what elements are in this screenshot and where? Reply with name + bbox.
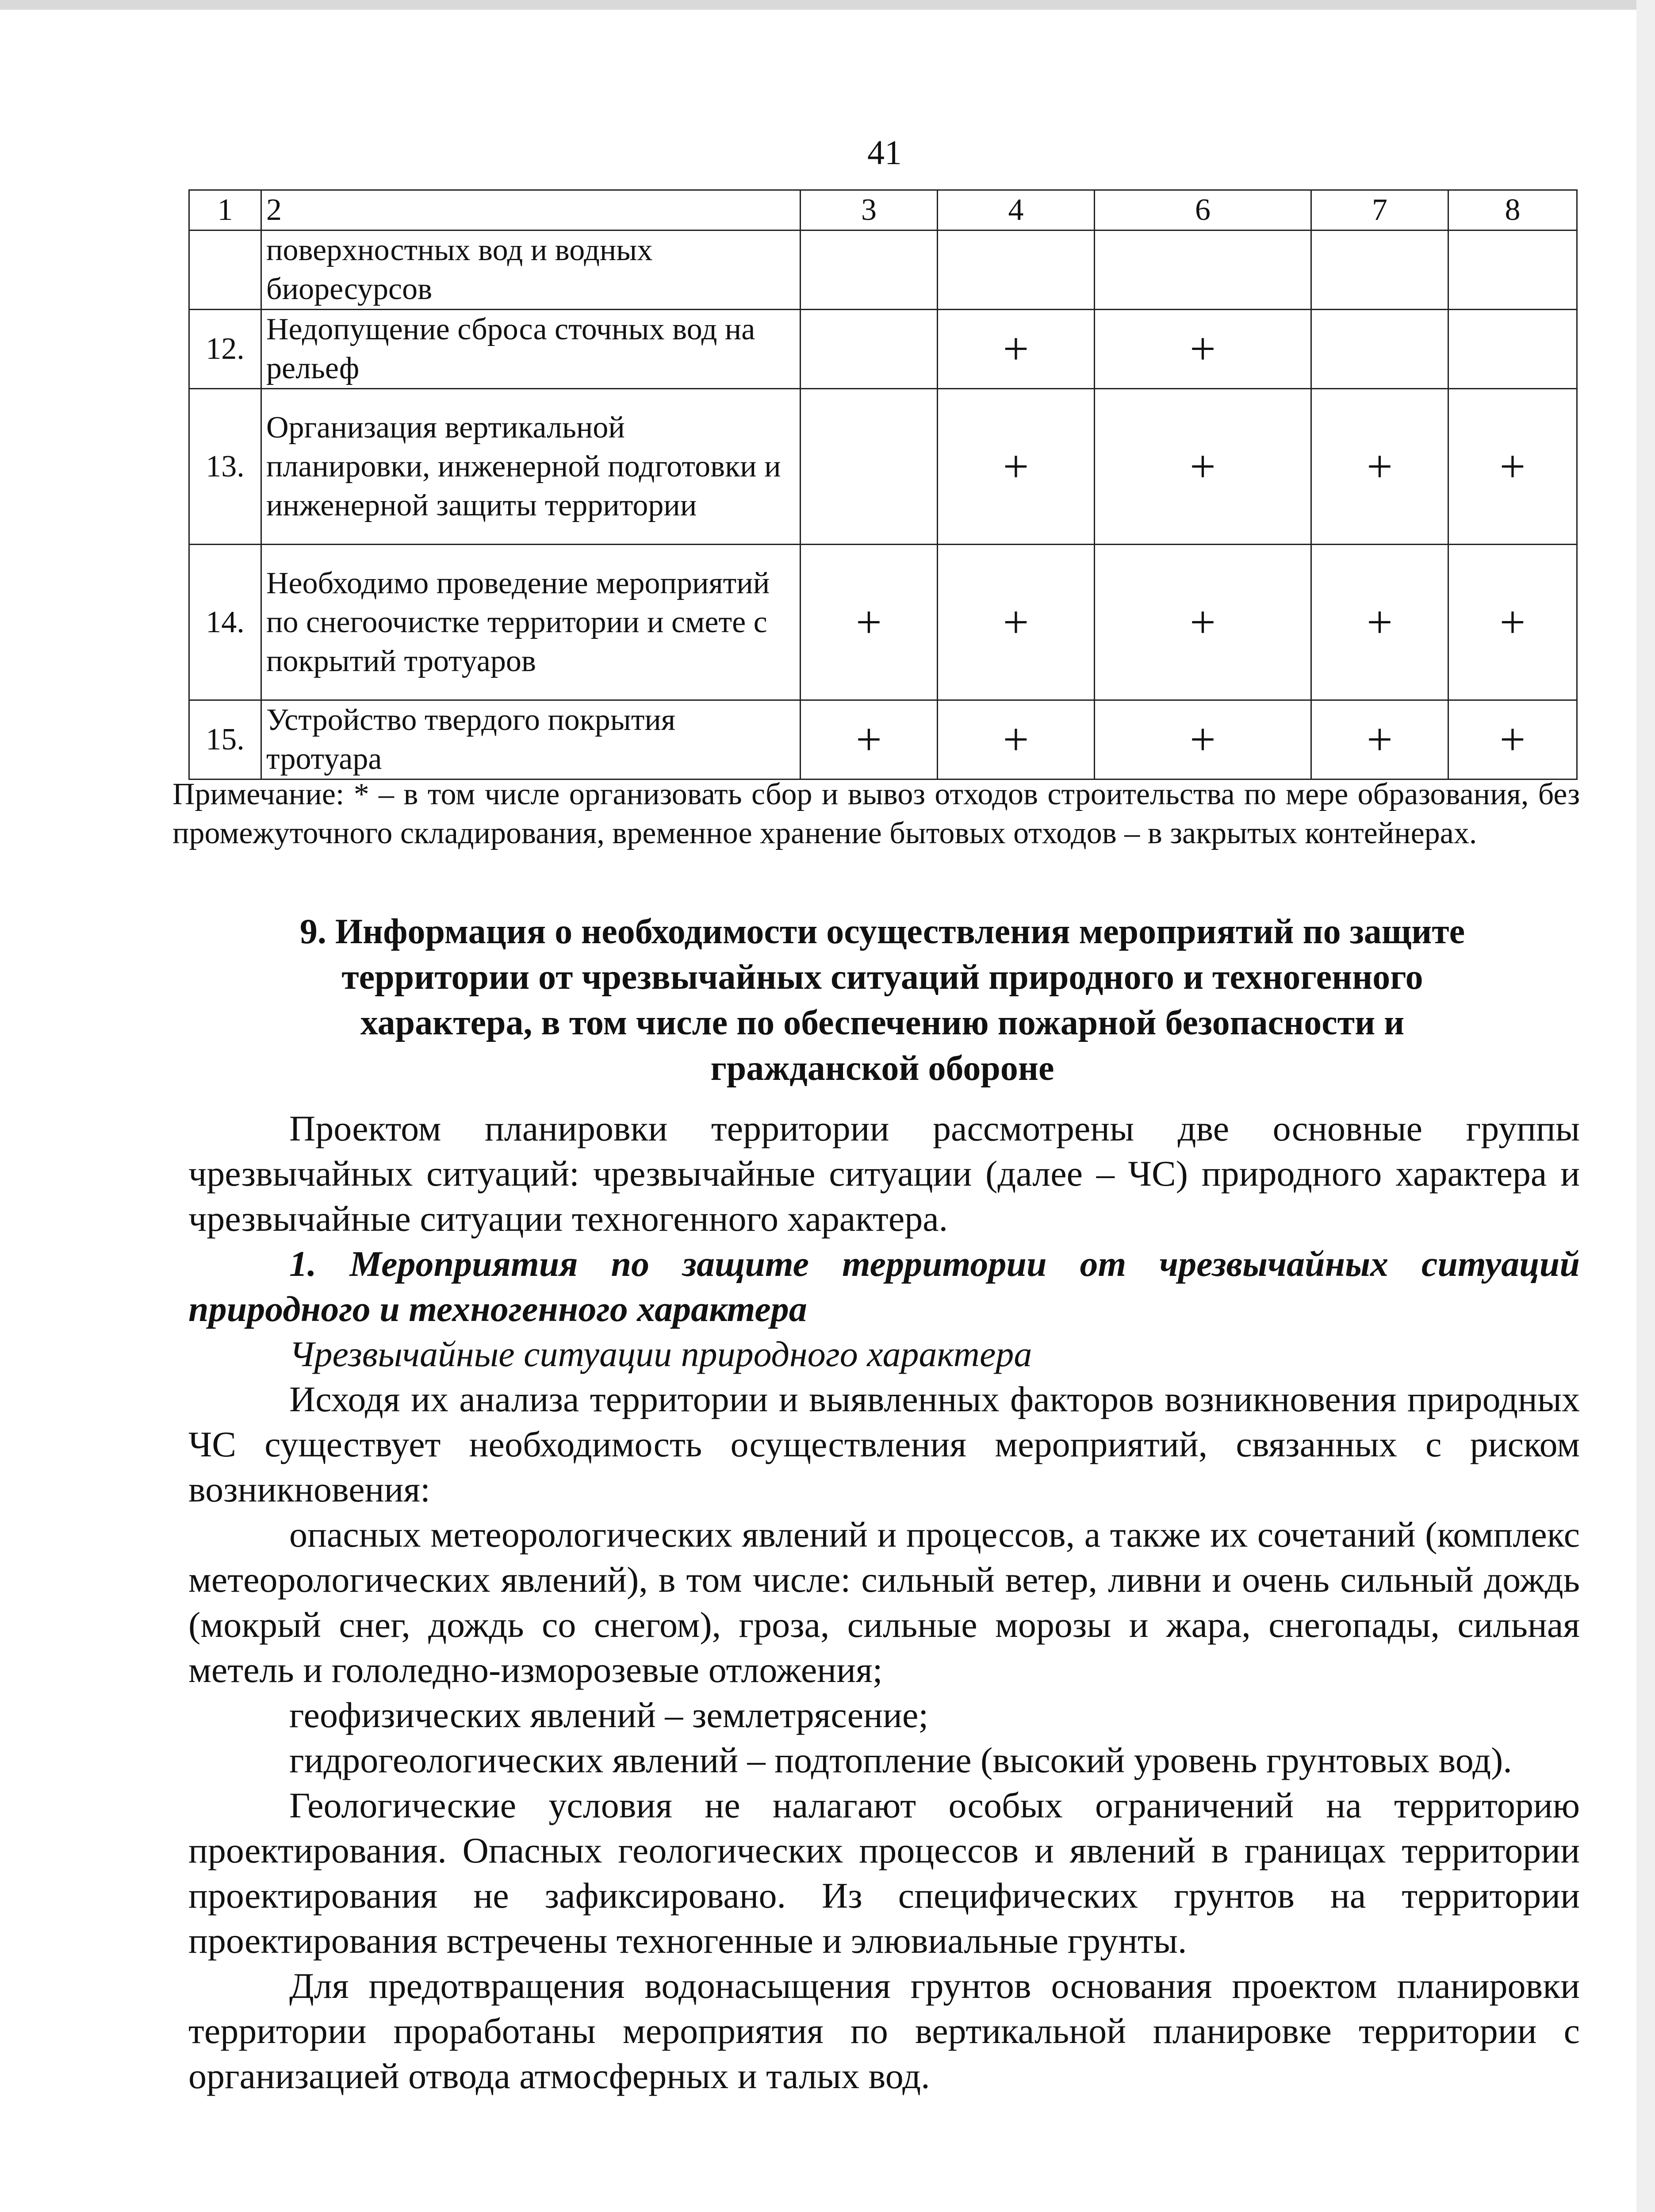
table-header-cell: 4 xyxy=(938,190,1095,230)
row-description: Организация вертикальной планировки, инженерной подготовки и инженерной защиты территории xyxy=(261,389,801,545)
table-header-cell: 2 xyxy=(261,190,801,230)
row-mark: + xyxy=(938,310,1095,389)
scan-edge-top xyxy=(0,0,1655,10)
table-header-cell: 1 xyxy=(189,190,261,230)
row-mark: + xyxy=(1448,545,1577,700)
table-row xyxy=(189,310,1577,389)
row-description: Недопущение сброса сточных вод на рельеф xyxy=(261,310,801,389)
table-note: Примечание: * – в том числе организовать сбор и вывоз отходов строительства по мере образования, без промежуточного складирования, временное хранение бытовых отходов – в закрытых контейнерах. xyxy=(172,777,1580,850)
section-heading-line: характера, в том числе по обеспечению пожарной безопасности и xyxy=(360,1003,1405,1042)
table-row xyxy=(189,545,1577,700)
row-number: 12. xyxy=(189,310,261,389)
row-number: 14. xyxy=(189,545,261,700)
row-mark xyxy=(801,230,938,310)
row-number: 15. xyxy=(189,700,261,780)
body-paragraph: опасных метеорологических явлений и процессов, а также их сочетаний (комплекс метеорологических явлений), в том числе: сильный ветер, ливни и очень сильный дождь (мокрый снег, дождь со снегом), гроза, сильные морозы и жара, снегопады, сильная метель и гололедно-изморозевые отложения; xyxy=(188,1514,1580,1690)
section-body xyxy=(188,1106,1580,2099)
row-description: поверхностных вод и водных биоресурсов xyxy=(261,230,801,310)
table-header-cell: 3 xyxy=(801,190,938,230)
row-mark: + xyxy=(1311,700,1448,780)
row-mark: + xyxy=(1311,389,1448,545)
table-header-cell: 8 xyxy=(1448,190,1577,230)
section-heading-line: гражданской обороне xyxy=(710,1049,1054,1088)
row-number: 13. xyxy=(189,389,261,545)
row-mark xyxy=(1311,230,1448,310)
row-description: Устройство твердого покрытия тротуара xyxy=(261,700,801,780)
row-mark: + xyxy=(801,700,938,780)
table-row xyxy=(189,389,1577,545)
row-mark: + xyxy=(801,545,938,700)
row-mark: + xyxy=(1448,389,1577,545)
section-heading xyxy=(208,909,1557,1091)
row-description: Необходимо проведение мероприятий по снегоочистке территории и смете с покрытий тротуаров xyxy=(261,545,801,700)
measures-table xyxy=(188,189,1578,780)
row-mark: + xyxy=(938,700,1095,780)
table-row xyxy=(189,230,1577,310)
table-row xyxy=(189,700,1577,780)
body-paragraph: Геологические условия не налагают особых ограничений на территорию проектирования. Опасных геологических процессов и явлений в границах территории проектирования не зафиксировано. Из специфических грунтов на территории проектирования встречены техногенные и элювиальные грунты. xyxy=(188,1785,1580,1961)
row-mark: + xyxy=(938,545,1095,700)
row-mark: + xyxy=(1095,700,1311,780)
row-mark xyxy=(801,389,938,545)
body-paragraph: гидрогеологических явлений – подтопление (высокий уровень грунтовых вод). xyxy=(289,1740,1512,1780)
row-mark: + xyxy=(1095,545,1311,700)
row-mark xyxy=(1448,230,1577,310)
subsection-subtitle: Чрезвычайные ситуации природного характера xyxy=(289,1334,1032,1374)
table-header-cell: 6 xyxy=(1095,190,1311,230)
page-number: 41 xyxy=(867,133,902,172)
row-mark xyxy=(938,230,1095,310)
row-number xyxy=(189,230,261,310)
row-mark: + xyxy=(938,389,1095,545)
row-mark: + xyxy=(1448,700,1577,780)
table-header-cell: 7 xyxy=(1311,190,1448,230)
row-mark xyxy=(1448,310,1577,389)
intro-paragraph: Проектом планировки территории рассмотрены две основные группы чрезвычайных ситуаций: чрезвычайные ситуации (далее – ЧС) природного характера и чрезвычайные ситуации техногенного характера. xyxy=(188,1108,1580,1239)
row-mark xyxy=(801,310,938,389)
scan-edge-right xyxy=(1636,0,1655,2212)
section-heading-line: территории от чрезвычайных ситуаций природного и техногенного xyxy=(341,958,1423,997)
body-paragraph: геофизических явлений – землетрясение; xyxy=(289,1695,929,1735)
row-mark xyxy=(1095,230,1311,310)
row-mark: + xyxy=(1095,310,1311,389)
row-mark: + xyxy=(1095,389,1311,545)
subsection-title: 1. Мероприятия по защите территории от чрезвычайных ситуаций природного и техногенного характера xyxy=(188,1244,1580,1329)
row-mark xyxy=(1311,310,1448,389)
section-heading-line: 9. Информация о необходимости осуществления мероприятий по защите xyxy=(299,912,1465,951)
body-paragraph: Для предотвращения водонасыщения грунтов основания проектом планировки территории проработаны мероприятия по вертикальной планировке территории с организацией отвода атмосферных и талых вод. xyxy=(188,1966,1580,2096)
table-header-row xyxy=(189,190,1577,230)
row-mark: + xyxy=(1311,545,1448,700)
body-paragraph: Исходя их анализа территории и выявленных факторов возникновения природных ЧС существует необходимость осуществления мероприятий, связанных с риском возникновения: xyxy=(188,1379,1580,1509)
